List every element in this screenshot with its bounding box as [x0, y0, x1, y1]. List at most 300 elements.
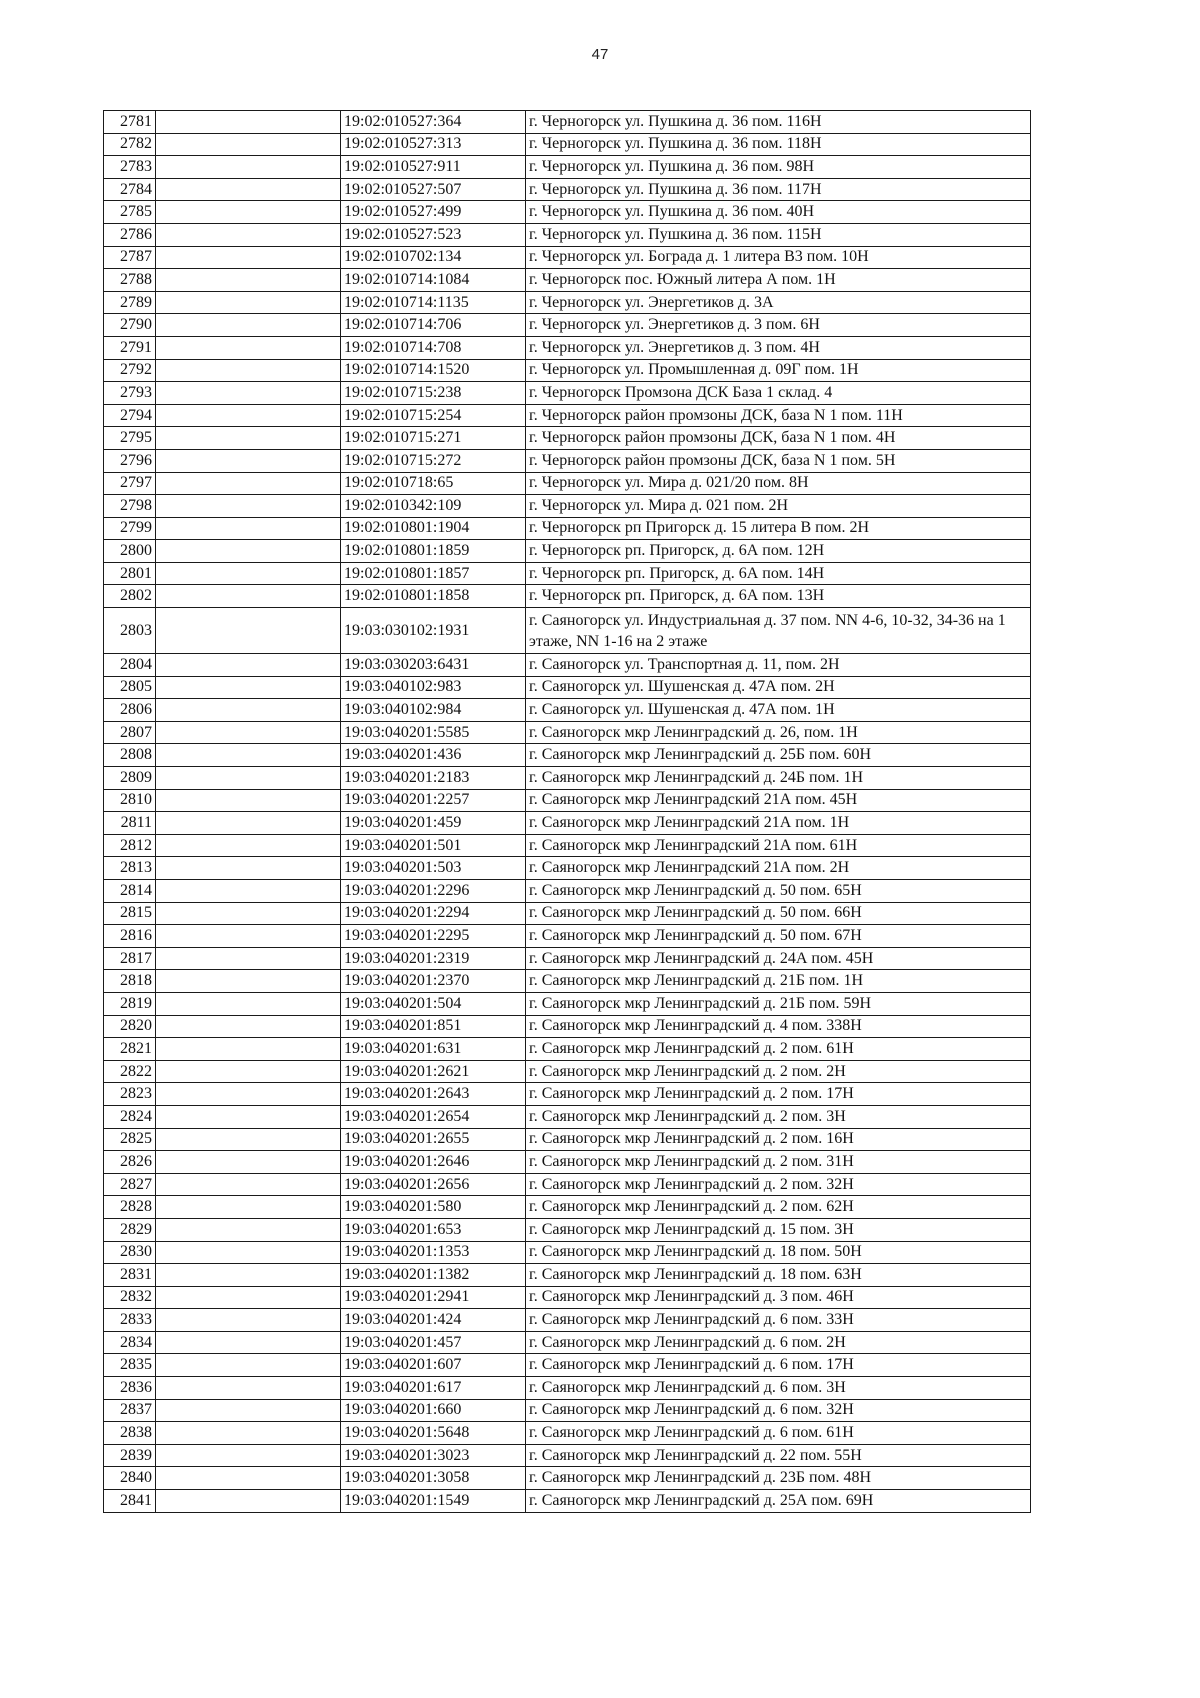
address-cell: г. Саяногорск мкр Ленинградский д. 15 пом. 3Н	[526, 1218, 1031, 1241]
address-cell: г. Саяногорск мкр Ленинградский д. 6 пом. 3Н	[526, 1377, 1031, 1400]
address-cell: г. Саяногорск мкр Ленинградский д. 21Б пом. 1Н	[526, 970, 1031, 993]
cadastral-number-cell: 19:03:040201:617	[341, 1377, 526, 1400]
table-row	[104, 1241, 1031, 1264]
empty-cell	[156, 902, 341, 925]
row-number-cell: 2840	[104, 1467, 156, 1490]
table-row	[104, 1422, 1031, 1445]
table-row	[104, 902, 1031, 925]
row-number-cell: 2786	[104, 223, 156, 246]
cadastral-number-cell: 19:03:040201:424	[341, 1309, 526, 1332]
row-number-cell: 2795	[104, 427, 156, 450]
cadastral-number-cell: 19:03:040102:983	[341, 676, 526, 699]
empty-cell	[156, 699, 341, 722]
empty-cell	[156, 223, 341, 246]
empty-cell	[156, 156, 341, 179]
empty-cell	[156, 1309, 341, 1332]
cadastral-number-cell: 19:03:040201:631	[341, 1038, 526, 1061]
cadastral-number-cell: 19:03:040201:2370	[341, 970, 526, 993]
cadastral-number-cell: 19:02:010527:313	[341, 133, 526, 156]
address-cell: г. Саяногорск мкр Ленинградский д. 22 пом. 55Н	[526, 1444, 1031, 1467]
empty-cell	[156, 1105, 341, 1128]
row-number-cell: 2800	[104, 540, 156, 563]
address-cell: г. Черногорск ул. Энергетиков д. 3 пом. 6Н	[526, 314, 1031, 337]
table-row	[104, 314, 1031, 337]
row-number-cell: 2824	[104, 1105, 156, 1128]
row-number-cell: 2798	[104, 495, 156, 518]
row-number-cell: 2835	[104, 1354, 156, 1377]
empty-cell	[156, 1173, 341, 1196]
row-number-cell: 2804	[104, 654, 156, 677]
table-row	[104, 608, 1031, 654]
address-cell: г. Саяногорск мкр Ленинградский д. 24Б пом. 1Н	[526, 767, 1031, 790]
empty-cell	[156, 1377, 341, 1400]
cadastral-number-cell: 19:02:010342:109	[341, 495, 526, 518]
row-number-cell: 2782	[104, 133, 156, 156]
row-number-cell: 2802	[104, 585, 156, 608]
address-cell: г. Черногорск ул. Мира д. 021 пом. 2Н	[526, 495, 1031, 518]
table-row	[104, 812, 1031, 835]
address-cell: г. Саяногорск мкр Ленинградский д. 25А пом. 69Н	[526, 1490, 1031, 1513]
address-cell: г. Саяногорск мкр Ленинградский д. 2 пом. 62Н	[526, 1196, 1031, 1219]
row-number-cell: 2799	[104, 517, 156, 540]
row-number-cell: 2812	[104, 834, 156, 857]
address-cell: г. Саяногорск мкр Ленинградский д. 6 пом. 33Н	[526, 1309, 1031, 1332]
address-cell: г. Черногорск ул. Энергетиков д. 3А	[526, 291, 1031, 314]
row-number-cell: 2794	[104, 404, 156, 427]
cadastral-number-cell: 19:02:010714:706	[341, 314, 526, 337]
cadastral-number-cell: 19:02:010527:911	[341, 156, 526, 179]
table-row	[104, 562, 1031, 585]
address-cell: г. Черногорск Промзона ДСК База 1 склад. 4	[526, 382, 1031, 405]
row-number-cell: 2831	[104, 1264, 156, 1287]
address-cell: г. Черногорск ул. Бограда д. 1 литера В3 пом. 10Н	[526, 246, 1031, 269]
row-number-cell: 2825	[104, 1128, 156, 1151]
cadastral-number-cell: 19:02:010715:254	[341, 404, 526, 427]
cadastral-number-cell: 19:03:040201:2643	[341, 1083, 526, 1106]
table-row	[104, 767, 1031, 790]
cadastral-number-cell: 19:03:040201:2941	[341, 1286, 526, 1309]
table-row	[104, 495, 1031, 518]
table-row	[104, 201, 1031, 224]
empty-cell	[156, 269, 341, 292]
address-cell: г. Саяногорск мкр Ленинградский д. 2 пом. 3Н	[526, 1105, 1031, 1128]
empty-cell	[156, 404, 341, 427]
empty-cell	[156, 178, 341, 201]
address-cell: г. Черногорск пос. Южный литера А пом. 1Н	[526, 269, 1031, 292]
table-row	[104, 449, 1031, 472]
cadastral-number-cell: 19:03:040201:503	[341, 857, 526, 880]
row-number-cell: 2783	[104, 156, 156, 179]
cadastral-number-cell: 19:03:040201:504	[341, 992, 526, 1015]
cadastral-number-cell: 19:03:040201:2319	[341, 947, 526, 970]
page-number: 47	[591, 46, 609, 63]
table-row	[104, 472, 1031, 495]
row-number-cell: 2838	[104, 1422, 156, 1445]
cadastral-number-cell: 19:02:010527:523	[341, 223, 526, 246]
cadastral-number-cell: 19:02:010801:1904	[341, 517, 526, 540]
address-cell: г. Саяногорск мкр Ленинградский д. 18 пом. 63Н	[526, 1264, 1031, 1287]
cadastral-number-cell: 19:02:010527:499	[341, 201, 526, 224]
empty-cell	[156, 789, 341, 812]
address-cell: г. Саяногорск мкр Ленинградский 21А пом. 45Н	[526, 789, 1031, 812]
row-number-cell: 2820	[104, 1015, 156, 1038]
empty-cell	[156, 1128, 341, 1151]
empty-cell	[156, 744, 341, 767]
table-row	[104, 291, 1031, 314]
empty-cell	[156, 449, 341, 472]
row-number-cell: 2836	[104, 1377, 156, 1400]
table-row	[104, 336, 1031, 359]
empty-cell	[156, 1331, 341, 1354]
empty-cell	[156, 654, 341, 677]
address-cell: г. Черногорск ул. Мира д. 021/20 пом. 8Н	[526, 472, 1031, 495]
table-row	[104, 744, 1031, 767]
empty-cell	[156, 608, 341, 654]
table-row	[104, 1083, 1031, 1106]
cadastral-number-cell: 19:03:040201:1549	[341, 1490, 526, 1513]
address-cell: г. Саяногорск мкр Ленинградский д. 50 пом. 67Н	[526, 925, 1031, 948]
address-cell: г. Черногорск рп Пригорск д. 15 литера В пом. 2Н	[526, 517, 1031, 540]
cadastral-number-cell: 19:03:040201:2655	[341, 1128, 526, 1151]
cadastral-number-cell: 19:03:040201:607	[341, 1354, 526, 1377]
cadastral-number-cell: 19:03:040201:1382	[341, 1264, 526, 1287]
row-number-cell: 2811	[104, 812, 156, 835]
cadastral-number-cell: 19:03:040201:2257	[341, 789, 526, 812]
table-row	[104, 382, 1031, 405]
address-cell: г. Саяногорск мкр Ленинградский д. 4 пом. 338Н	[526, 1015, 1031, 1038]
empty-cell	[156, 1218, 341, 1241]
table-row	[104, 1309, 1031, 1332]
address-cell: г. Саяногорск мкр Ленинградский 21А пом. 61Н	[526, 834, 1031, 857]
empty-cell	[156, 291, 341, 314]
cadastral-number-cell: 19:03:040201:436	[341, 744, 526, 767]
row-number-cell: 2801	[104, 562, 156, 585]
empty-cell	[156, 314, 341, 337]
row-number-cell: 2788	[104, 269, 156, 292]
address-cell: г. Саяногорск мкр Ленинградский 21А пом. 2Н	[526, 857, 1031, 880]
empty-cell	[156, 359, 341, 382]
table-row	[104, 857, 1031, 880]
address-cell: г. Саяногорск мкр Ленинградский д. 2 пом. 32Н	[526, 1173, 1031, 1196]
row-number-cell: 2785	[104, 201, 156, 224]
address-cell: г. Черногорск ул. Промышленная д. 09Г пом. 1Н	[526, 359, 1031, 382]
cadastral-number-cell: 19:03:040201:2295	[341, 925, 526, 948]
table-row	[104, 925, 1031, 948]
cadastral-number-cell: 19:02:010714:1084	[341, 269, 526, 292]
row-number-cell: 2781	[104, 111, 156, 134]
address-cell: г. Саяногорск мкр Ленинградский д. 6 пом. 61Н	[526, 1422, 1031, 1445]
table-row	[104, 654, 1031, 677]
cadastral-number-cell: 19:03:030102:1931	[341, 608, 526, 654]
table-row	[104, 1015, 1031, 1038]
table-row	[104, 1218, 1031, 1241]
cadastral-number-cell: 19:02:010715:238	[341, 382, 526, 405]
table-row	[104, 1467, 1031, 1490]
table-row	[104, 111, 1031, 134]
cadastral-number-cell: 19:03:040201:2621	[341, 1060, 526, 1083]
table-row	[104, 676, 1031, 699]
cadastral-number-cell: 19:03:040201:3023	[341, 1444, 526, 1467]
empty-cell	[156, 495, 341, 518]
empty-cell	[156, 812, 341, 835]
table-row	[104, 246, 1031, 269]
table-row	[104, 1196, 1031, 1219]
empty-cell	[156, 1286, 341, 1309]
empty-cell	[156, 427, 341, 450]
table-row	[104, 1377, 1031, 1400]
address-cell: г. Саяногорск мкр Ленинградский д. 6 пом. 2Н	[526, 1331, 1031, 1354]
table-row	[104, 947, 1031, 970]
table-row	[104, 404, 1031, 427]
table-row	[104, 834, 1031, 857]
row-number-cell: 2829	[104, 1218, 156, 1241]
row-number-cell: 2810	[104, 789, 156, 812]
address-cell: г. Саяногорск мкр Ленинградский д. 24А пом. 45Н	[526, 947, 1031, 970]
row-number-cell: 2815	[104, 902, 156, 925]
table-row	[104, 133, 1031, 156]
address-cell: г. Саяногорск ул. Шушенская д. 47А пом. 2Н	[526, 676, 1031, 699]
cadastral-number-cell: 19:02:010714:708	[341, 336, 526, 359]
address-cell: г. Саяногорск мкр Ленинградский д. 2 пом. 31Н	[526, 1151, 1031, 1174]
table-row	[104, 1331, 1031, 1354]
address-cell: г. Черногорск рп. Пригорск, д. 6А пом. 14Н	[526, 562, 1031, 585]
address-cell: г. Саяногорск мкр Ленинградский д. 6 пом. 17Н	[526, 1354, 1031, 1377]
cadastral-number-cell: 19:02:010527:507	[341, 178, 526, 201]
address-cell: г. Саяногорск ул. Шушенская д. 47А пом. 1Н	[526, 699, 1031, 722]
cadastral-number-cell: 19:02:010527:364	[341, 111, 526, 134]
row-number-cell: 2818	[104, 970, 156, 993]
row-number-cell: 2841	[104, 1490, 156, 1513]
row-number-cell: 2797	[104, 472, 156, 495]
table-row	[104, 223, 1031, 246]
table-row	[104, 1173, 1031, 1196]
row-number-cell: 2834	[104, 1331, 156, 1354]
row-number-cell: 2819	[104, 992, 156, 1015]
cadastral-number-cell: 19:03:040201:5648	[341, 1422, 526, 1445]
cadastral-number-cell: 19:03:040201:2656	[341, 1173, 526, 1196]
row-number-cell: 2832	[104, 1286, 156, 1309]
table-row	[104, 1286, 1031, 1309]
cadastral-number-cell: 19:02:010801:1859	[341, 540, 526, 563]
empty-cell	[156, 1038, 341, 1061]
row-number-cell: 2803	[104, 608, 156, 654]
address-cell: г. Саяногорск мкр Ленинградский д. 23Б пом. 48Н	[526, 1467, 1031, 1490]
row-number-cell: 2816	[104, 925, 156, 948]
table-row	[104, 585, 1031, 608]
address-cell: г. Черногорск ул. Энергетиков д. 3 пом. 4Н	[526, 336, 1031, 359]
cadastral-number-cell: 19:02:010801:1857	[341, 562, 526, 585]
address-cell: г. Черногорск рп. Пригорск, д. 6А пом. 13Н	[526, 585, 1031, 608]
empty-cell	[156, 1467, 341, 1490]
cadastral-number-cell: 19:02:010714:1135	[341, 291, 526, 314]
cadastral-number-cell: 19:03:040201:459	[341, 812, 526, 835]
cadastral-number-cell: 19:02:010714:1520	[341, 359, 526, 382]
empty-cell	[156, 721, 341, 744]
table-row	[104, 1128, 1031, 1151]
empty-cell	[156, 585, 341, 608]
cadastral-number-cell: 19:02:010702:134	[341, 246, 526, 269]
address-cell: г. Черногорск ул. Пушкина д. 36 пом. 40Н	[526, 201, 1031, 224]
table-row	[104, 1038, 1031, 1061]
address-cell: г. Саяногорск мкр Ленинградский д. 50 пом. 66Н	[526, 902, 1031, 925]
table-row	[104, 1490, 1031, 1513]
empty-cell	[156, 382, 341, 405]
table-row	[104, 721, 1031, 744]
empty-cell	[156, 767, 341, 790]
address-cell: г. Саяногорск мкр Ленинградский д. 25Б пом. 60Н	[526, 744, 1031, 767]
row-number-cell: 2823	[104, 1083, 156, 1106]
cadastral-number-cell: 19:03:040201:2183	[341, 767, 526, 790]
row-number-cell: 2833	[104, 1309, 156, 1332]
table-row	[104, 699, 1031, 722]
empty-cell	[156, 246, 341, 269]
row-number-cell: 2796	[104, 449, 156, 472]
table-row	[104, 1264, 1031, 1287]
table-row	[104, 359, 1031, 382]
address-cell: г. Черногорск рп. Пригорск, д. 6А пом. 12Н	[526, 540, 1031, 563]
cadastral-number-cell: 19:03:040201:851	[341, 1015, 526, 1038]
empty-cell	[156, 1490, 341, 1513]
empty-cell	[156, 834, 341, 857]
empty-cell	[156, 1354, 341, 1377]
row-number-cell: 2789	[104, 291, 156, 314]
empty-cell	[156, 562, 341, 585]
address-cell: г. Саяногорск мкр Ленинградский д. 26, пом. 1Н	[526, 721, 1031, 744]
address-cell: г. Саяногорск мкр Ленинградский 21А пом. 1Н	[526, 812, 1031, 835]
empty-cell	[156, 336, 341, 359]
row-number-cell: 2792	[104, 359, 156, 382]
empty-cell	[156, 1196, 341, 1219]
address-cell: г. Черногорск район промзоны ДСК, база N 1 пом. 4Н	[526, 427, 1031, 450]
row-number-cell: 2805	[104, 676, 156, 699]
table-row	[104, 1444, 1031, 1467]
cadastral-number-cell: 19:02:010715:271	[341, 427, 526, 450]
address-cell: г. Саяногорск мкр Ленинградский д. 18 пом. 50Н	[526, 1241, 1031, 1264]
row-number-cell: 2826	[104, 1151, 156, 1174]
empty-cell	[156, 111, 341, 134]
cadastral-number-cell: 19:03:040201:2654	[341, 1105, 526, 1128]
table-row	[104, 1354, 1031, 1377]
cadastral-number-cell: 19:03:040201:660	[341, 1399, 526, 1422]
table-row	[104, 1151, 1031, 1174]
empty-cell	[156, 676, 341, 699]
table-row	[104, 540, 1031, 563]
row-number-cell: 2828	[104, 1196, 156, 1219]
row-number-cell: 2787	[104, 246, 156, 269]
address-cell: г. Саяногорск мкр Ленинградский д. 50 пом. 65Н	[526, 880, 1031, 903]
cadastral-number-cell: 19:03:030203:6431	[341, 654, 526, 677]
address-cell: г. Черногорск ул. Пушкина д. 36 пом. 116Н	[526, 111, 1031, 134]
cadastral-number-cell: 19:03:040201:2296	[341, 880, 526, 903]
row-number-cell: 2830	[104, 1241, 156, 1264]
address-cell: г. Саяногорск мкр Ленинградский д. 21Б пом. 59Н	[526, 992, 1031, 1015]
table-row	[104, 427, 1031, 450]
table-row	[104, 1399, 1031, 1422]
empty-cell	[156, 1399, 341, 1422]
row-number-cell: 2807	[104, 721, 156, 744]
address-cell: г. Саяногорск ул. Транспортная д. 11, пом. 2Н	[526, 654, 1031, 677]
empty-cell	[156, 1060, 341, 1083]
empty-cell	[156, 1015, 341, 1038]
cadastral-number-cell: 19:03:040201:653	[341, 1218, 526, 1241]
address-cell: г. Саяногорск мкр Ленинградский д. 3 пом. 46Н	[526, 1286, 1031, 1309]
address-cell: г. Саяногорск ул. Индустриальная д. 37 пом. NN 4-6, 10-32, 34-36 на 1 этаже, NN 1-16 на 2 этаже	[526, 608, 1031, 654]
property-registry-table	[103, 110, 1031, 1513]
empty-cell	[156, 540, 341, 563]
cadastral-number-cell: 19:02:010801:1858	[341, 585, 526, 608]
cadastral-number-cell: 19:03:040102:984	[341, 699, 526, 722]
cadastral-number-cell: 19:03:040201:2646	[341, 1151, 526, 1174]
empty-cell	[156, 1241, 341, 1264]
table-row	[104, 992, 1031, 1015]
address-cell: г. Черногорск ул. Пушкина д. 36 пом. 117Н	[526, 178, 1031, 201]
address-cell: г. Черногорск ул. Пушкина д. 36 пом. 98Н	[526, 156, 1031, 179]
cadastral-number-cell: 19:03:040201:1353	[341, 1241, 526, 1264]
address-cell: г. Саяногорск мкр Ленинградский д. 2 пом. 2Н	[526, 1060, 1031, 1083]
row-number-cell: 2809	[104, 767, 156, 790]
empty-cell	[156, 517, 341, 540]
address-cell: г. Саяногорск мкр Ленинградский д. 2 пом. 16Н	[526, 1128, 1031, 1151]
empty-cell	[156, 1264, 341, 1287]
table-row	[104, 156, 1031, 179]
cadastral-number-cell: 19:03:040201:501	[341, 834, 526, 857]
empty-cell	[156, 925, 341, 948]
empty-cell	[156, 947, 341, 970]
address-cell: г. Саяногорск мкр Ленинградский д. 6 пом. 32Н	[526, 1399, 1031, 1422]
row-number-cell: 2813	[104, 857, 156, 880]
table-row	[104, 970, 1031, 993]
row-number-cell: 2839	[104, 1444, 156, 1467]
row-number-cell: 2827	[104, 1173, 156, 1196]
row-number-cell: 2806	[104, 699, 156, 722]
table-row	[104, 789, 1031, 812]
row-number-cell: 2837	[104, 1399, 156, 1422]
cadastral-number-cell: 19:03:040201:2294	[341, 902, 526, 925]
address-cell: г. Черногорск ул. Пушкина д. 36 пом. 118Н	[526, 133, 1031, 156]
empty-cell	[156, 970, 341, 993]
address-cell: г. Саяногорск мкр Ленинградский д. 2 пом. 17Н	[526, 1083, 1031, 1106]
empty-cell	[156, 1444, 341, 1467]
empty-cell	[156, 857, 341, 880]
empty-cell	[156, 472, 341, 495]
cadastral-number-cell: 19:03:040201:3058	[341, 1467, 526, 1490]
row-number-cell: 2793	[104, 382, 156, 405]
row-number-cell: 2822	[104, 1060, 156, 1083]
address-cell: г. Саяногорск мкр Ленинградский д. 2 пом. 61Н	[526, 1038, 1031, 1061]
table-row	[104, 269, 1031, 292]
table-row	[104, 1105, 1031, 1128]
table-row	[104, 1060, 1031, 1083]
empty-cell	[156, 880, 341, 903]
empty-cell	[156, 1083, 341, 1106]
empty-cell	[156, 1422, 341, 1445]
cadastral-number-cell: 19:02:010715:272	[341, 449, 526, 472]
empty-cell	[156, 201, 341, 224]
empty-cell	[156, 133, 341, 156]
row-number-cell: 2821	[104, 1038, 156, 1061]
address-cell: г. Черногорск район промзоны ДСК, база N 1 пом. 5Н	[526, 449, 1031, 472]
cadastral-number-cell: 19:03:040201:457	[341, 1331, 526, 1354]
row-number-cell: 2790	[104, 314, 156, 337]
address-cell: г. Черногорск район промзоны ДСК, база N 1 пом. 11Н	[526, 404, 1031, 427]
cadastral-number-cell: 19:03:040201:5585	[341, 721, 526, 744]
empty-cell	[156, 992, 341, 1015]
cadastral-number-cell: 19:02:010718:65	[341, 472, 526, 495]
table-row	[104, 178, 1031, 201]
table-row	[104, 880, 1031, 903]
cadastral-number-cell: 19:03:040201:580	[341, 1196, 526, 1219]
address-cell: г. Черногорск ул. Пушкина д. 36 пом. 115Н	[526, 223, 1031, 246]
